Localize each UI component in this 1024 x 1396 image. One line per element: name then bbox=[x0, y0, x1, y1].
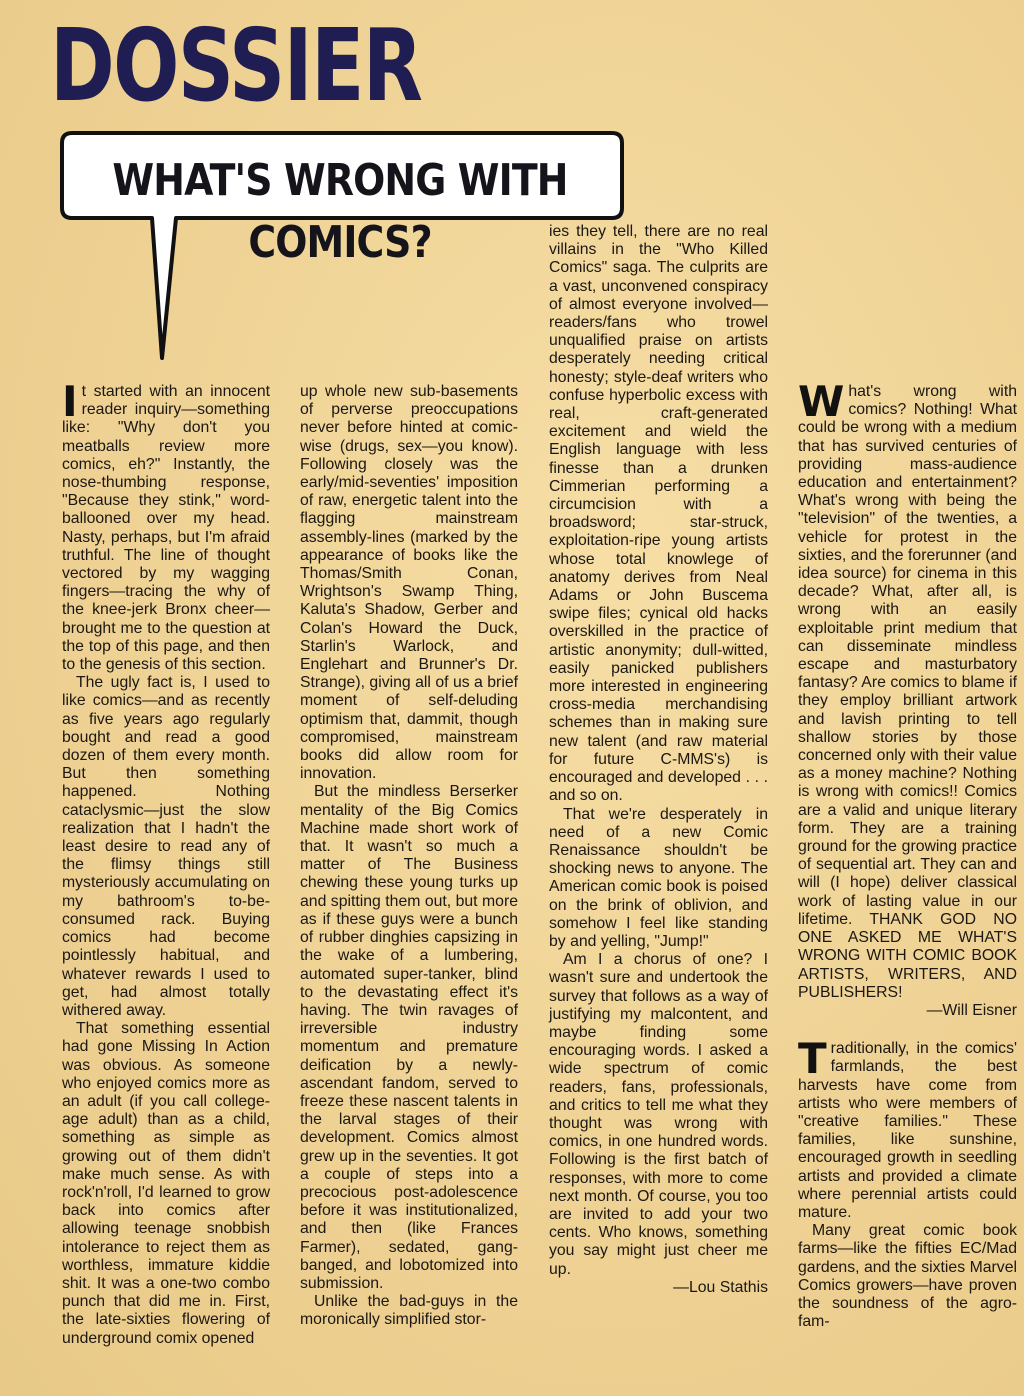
drop-cap: T bbox=[798, 1034, 827, 1084]
intro-paragraph: But the mindless Berserker mentality of the Big Comics Machine made short work of that. It wasn't so much a matter of The Business chewing these young turks up and spitting them out, but more as if these guys were a bunch of rubber dinghies capsizing in the wake of a lumbering, automated super-tanker, blind to the devastating effect it's having. The twin ravages of irreversible industry momentum and premature deification by a newly-ascendant fandom, served to freeze these nascent talents in the larval stages of their development. Comics almost grew up in the seventies. It got a couple of steps into a precocious post-adolescence before it was institutionalized, and then (like Frances Farmer), sedated, gang-banged, and lobotomized into submission. bbox=[300, 783, 518, 1292]
column-2 bbox=[300, 383, 518, 1330]
intro-paragraph: Unlike the bad-guys in the moronically simplified stor- bbox=[300, 1293, 518, 1329]
column-3 bbox=[549, 223, 768, 1297]
drop-cap: I bbox=[62, 377, 78, 426]
intro-paragraph: It started with an innocent reader inquiry—something like: "Why don't you meatballs review more comics, eh?" Instantly, the nose-thumbing response, "Because they stink," word-ballooned over my head. Nasty, perhaps, but I'm afraid truthful. The line of thought vectored by my wagging fingers—tracing the why of the knee-jerk Bronx cheer—brought me to the question at the top of this page, and then to the genesis of this section. bbox=[62, 377, 270, 674]
intro-paragraph: That something essential had gone Missing In Action was obvious. As someone who enjoyed comics more as an adult (if you call college-age adult) than as a child, something as simple as growing out of them didn't make much sense. As with rock'n'roll, I'd learned to grow back into comics after allowing teenage snobbish intolerance to reject them as worthless, immature kiddie shit. It was a one-two combo punch that did me in. First, the late-sixties flowering of underground comix opened bbox=[62, 1020, 270, 1347]
response-paragraph: Many great comic book farms—like the fifties EC/Mad gardens, and the sixties Marvel Comics growers—have proven the soundness of the agro-fam- bbox=[798, 1222, 1017, 1331]
balloon-question: WHAT'S WRONG WITH COMICS? bbox=[112, 155, 568, 268]
intro-paragraph: That we're desperately in need of a new Comic Renaissance shouldn't be shocking news to anyone. The American comic book is poised on the brink of oblivion, and somehow I feel like standing by and yelling, "Jump!" bbox=[549, 805, 768, 950]
intro-paragraph-continued: up whole new sub-basements of perverse preoccupations never before hinted at comic-wise (drugs, sex—you know). Following closely was the early/mid-seventies' imposition of raw, energetic talent into the flagging mainstream assembly-lines (marked by the appearance of books like the Thomas/Smith Conan, Wrightson's Swamp Thing, Kaluta's Shadow, Gerber and Colan's Howard the Duck, Starlin's Warlock, and Englehart and Brunner's Dr. Strange), giving all of us a brief moment of self-deluding optimism that, dammit, though compromised, mainstream books did allow room for innovation. bbox=[300, 383, 518, 783]
response-signature: —Will Eisner bbox=[926, 1001, 1017, 1019]
response-eisner: What's wrong with comics? Nothing! What could be wrong with a medium that has survived centuries of providing mass-audience education and entertainment? What's wrong with being the "television" of the twenties, a vehicle for protest in the sixties, and the forerunner (and idea source) for cinema in this decade? What, after all, is wrong with an easily exploitable print medium that can disseminate mindless escape and masturbatory fantasy? Are comics to blame if they employ brilliant artwork and lavish printing to tell shallow stories by those concerned only with their value as a money machine? Nothing is wrong with comics!! Comics are a valid and unique literary form. They are a training ground for the growing practice of sequential art. They can and will (I hope) deliver classical work of lasting value in our lifetime. THANK GOD NO ONE ASKED ME WHAT'S WRONG WITH COMIC BOOK ARTISTS, WRITERS, AND PUBLISHERS! bbox=[798, 377, 1017, 1001]
drop-cap: W bbox=[798, 377, 845, 426]
intro-paragraph: The ugly fact is, I used to like comics—and as recently as five years ago regularly bought and read a good dozen of them every month. But then something happened. Nothing cataclysmic—just the slow realization that I hadn't the least desire to read any of the flimsy things still mysteriously accumulating on my bathroom's to-be-consumed rack. Buying comics had become pointlessly habitual, and whatever rewards I used to get, had almost totally withered away. bbox=[62, 674, 270, 1019]
author-signature: —Lou Stathis bbox=[673, 1278, 768, 1296]
intro-paragraph: Am I a chorus of one? I wasn't sure and undertook the survey that follows as a way of justifying my malcontent, and maybe finding some encouraging words. I asked a wide spectrum of comic readers, fans, professionals, and critics to tell me what they thought was wrong with comics, in one hundred words. Following is the first batch of responses, with more to come next month. Of course, you too are invited to add your two cents. Who knows, something you say might just cheer me up. bbox=[549, 951, 768, 1278]
response-paragraph: Traditionally, in the comics' farmlands, the best harvests have come from artists who were members of "creative families." These families, like sunshine, encouraged growth in seedling artists and provided a climate where perennial artists could mature. bbox=[798, 1034, 1017, 1221]
column-4 bbox=[798, 377, 1017, 1331]
intro-paragraph-continued: ies they tell, there are no real villains in the "Who Killed Comics" saga. The culprits are a vast, unconvened conspiracy of almost everyone involved—readers/fans who trowel unqualified praise on artists desperately needing critical honesty; style-deaf writers who confuse hyperbolic excess with real, craft-generated excitement and wield the English language with less finesse than a drunken Cimmerian performing a circumcision with a broadsword; star-struck, exploitation-ripe young artists whose total knowlege of anatomy derives from Neal Adams or John Buscema swipe files; cynical old hacks overskilled in the practice of artistic anonymity; dull-witted, easily panicked publishers more interested in engineering cross-media merchandising schemes than in making sure new talent (and raw material for future C-MMS's) is encouraged and developed . . . and so on. bbox=[549, 223, 768, 805]
page-title: DOSSIER bbox=[50, 7, 422, 124]
column-1 bbox=[62, 377, 270, 1348]
